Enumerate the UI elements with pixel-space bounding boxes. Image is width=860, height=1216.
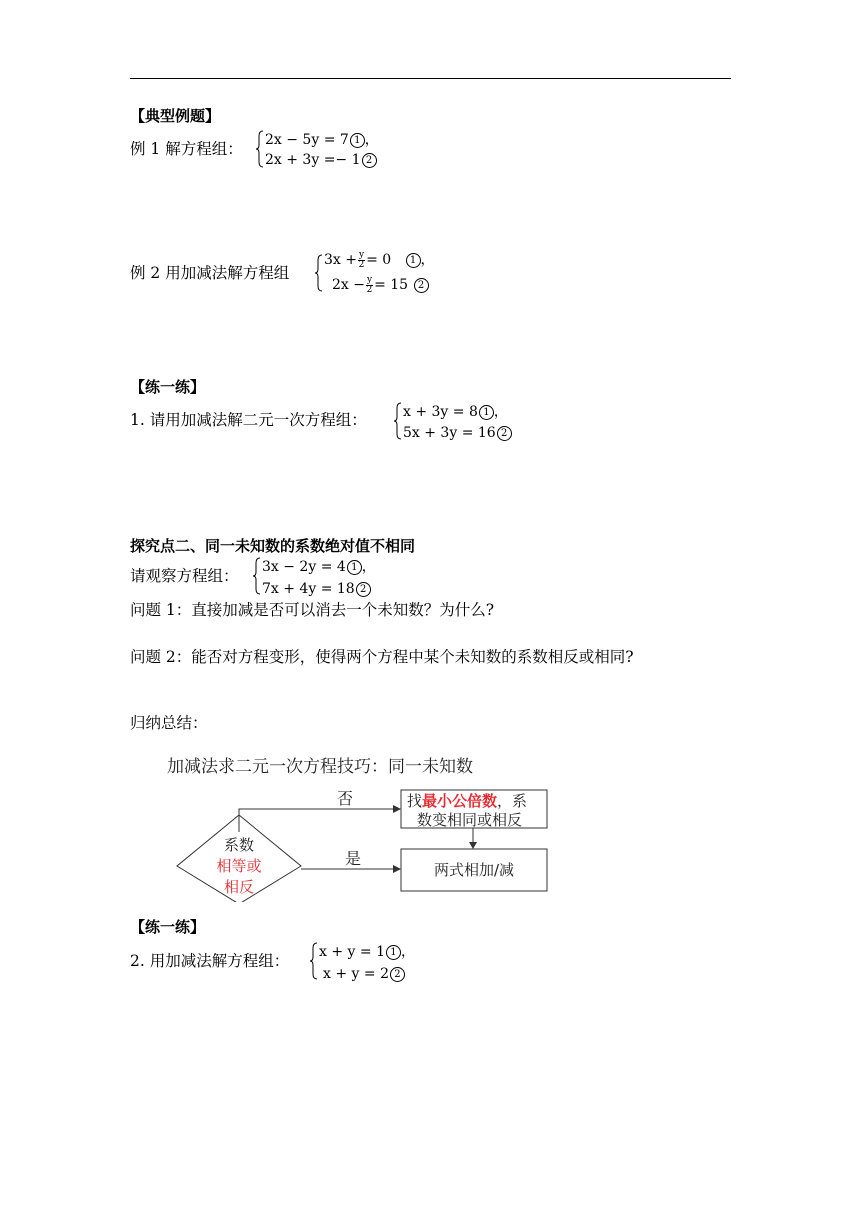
example2-equation-1: 3x + $\frac{y}{2}$ = 0 1 ， [324,249,435,270]
practice2-equation-1: x + y = 1 1 ， [319,944,415,960]
brace-icon [309,942,319,980]
example1-equation-2: 2x + 3y =− 1 2 [265,150,377,170]
no-connector [239,809,395,832]
arrow-right-icon [393,805,401,813]
section-title-practice-1: 【练一练】 [130,378,206,396]
add-subtract-text: 两式相加/减 [433,861,515,879]
explore-equation-1: 3x − 2y = 4 1 ， [262,559,376,575]
summary-flowchart [165,750,555,902]
circled-number-1: 1 [347,560,362,575]
explore-system [252,557,402,597]
practice1-equation-2: 5x + 3y = 16 2 [403,423,512,443]
practice2-equation-2: x + y = 2 2 [323,964,405,984]
brace-icon [255,130,265,168]
practice2-system [309,942,459,982]
explore-label: 请观察方程组： [130,567,239,585]
arrow-right-icon [393,865,401,873]
circled-number-2: 2 [390,967,405,982]
practice2-label: 2. 用加减法解方程组： [130,952,290,970]
decision-text-line2: 相等或 [216,857,262,875]
brace-icon [393,402,403,440]
no-label: 否 [337,789,354,808]
practice1-equation-1: x + 3y = 8 1 ， [403,404,508,420]
section-title-practice-2: 【练一练】 [130,918,206,936]
example1-equation-1: 2x − 5y = 7 1 ， [265,132,379,148]
explore-equation-2: 7x + 4y = 18 2 [262,579,371,599]
circled-number-1: 1 [350,133,365,148]
lcm-box-line1: 找最小公倍数，系 [407,792,528,810]
practice1-system [393,402,543,442]
question-2: 问题 2：能否对方程变形，使得两个方程中某个未知数的系数相反或相同? [130,648,634,666]
example1-label: 例 1 解方程组： [130,140,243,158]
example2-system [314,250,474,298]
circled-number-1: 1 [386,945,401,960]
fraction: $\frac{y}{2}$ [358,249,365,270]
circled-number-2: 2 [414,278,429,293]
example2-label: 例 2 用加减法解方程组 [130,264,290,282]
brace-icon [252,557,262,595]
practice1-label: 1. 请用加减法解二元一次方程组： [130,411,367,429]
lcm-box-line2: 数变相同或相反 [417,811,523,829]
summary-label: 归纳总结： [130,714,208,732]
section-title-typical-examples: 【典型例题】 [130,107,221,125]
yes-label: 是 [345,849,362,868]
question-1: 问题 1：直接加减是否可以消去一个未知数？为什么? [130,601,495,619]
circled-number-1: 1 [479,405,494,420]
header-rule [130,78,731,79]
decision-text-line1: 系数 [223,836,255,854]
fraction: $\frac{y}{2}$ [366,274,373,295]
circled-number-2: 2 [356,582,371,597]
decision-text-line3: 相反 [223,878,255,896]
example1-system [255,130,405,170]
circled-number-2: 2 [497,426,512,441]
circled-number-2: 2 [362,153,377,168]
brace-icon [314,250,324,296]
example2-equation-2: 2x − $\frac{y}{2}$ = 15 2 [332,275,429,295]
flowchart-title: 加减法求二元一次方程技巧：同一未知数 [167,757,473,777]
circled-number-1: 1 [406,253,421,268]
section-title-explore: 探究点二、同一未知数的系数绝对值不相同 [130,537,416,555]
arrow-down-icon [469,842,477,849]
